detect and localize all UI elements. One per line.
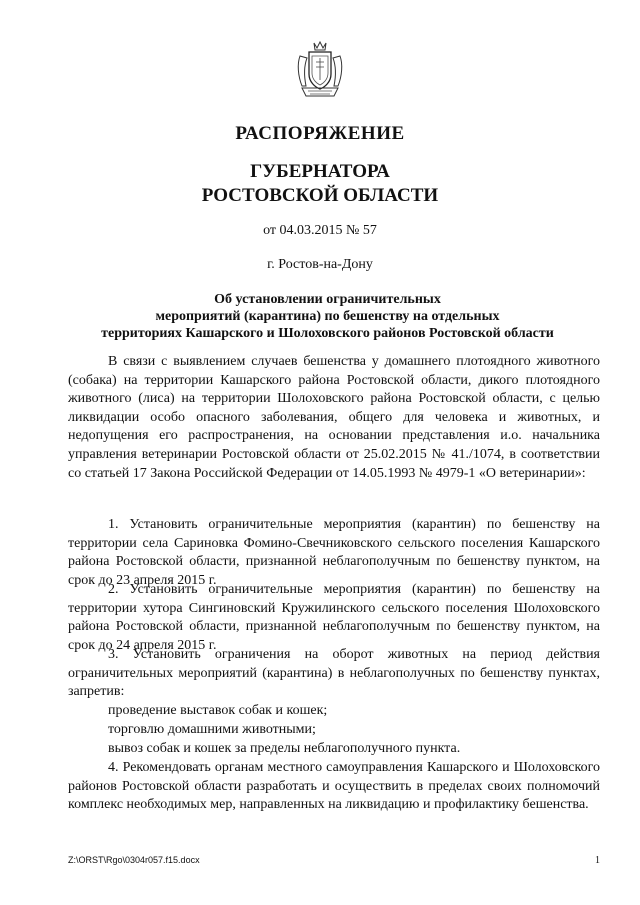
footer-file-path: Z:\ORST\Rgo\0304r057.f15.docx (68, 855, 200, 865)
item-2-paragraph (68, 581, 600, 655)
item-4-text: 4. Рекомендовать органам местного самоуправления Кашарского и Шолоховского районов Ростовской области разработать и осуществить в пределах своих полномочий комплекс необходимых мер, направленных на ликвидацию и профилактику бешенства. (68, 760, 600, 813)
document-date-number: от 04.03.2015 № 57 (263, 223, 377, 238)
issuer-line-2: РОСТОВСКОЙ ОБЛАСТИ (201, 185, 439, 206)
item-3-paragraph (68, 646, 600, 702)
intro-text: В связи с выявлением случаев бешенства у домашнего плотоядного животного (собака) на территории Кашарского района Ростовской области, дикого плотоядного животного (лиса) на территории Шолоховского района Ростовской области, с целью ликвидации особо опасного заболевания, общего для человека и животных, и недопущения его распространения, на основании представления и.о. начальника управления ветеринарии Ростовской области от 25.02.2015 № 41./1074, в соответствии со статьей 17 Закона Российской Федерации от 14.05.1993 № 4979-1 «О ветеринарии»: (68, 354, 600, 481)
item-1-text: 1. Установить ограничительные мероприятия (карантин) по бешенству на территории села Сариновка Фомино-Свечниковского сельского поселения Кашарского района Ростовской области, признанной неблагополучным по бешенству пунктом, на срок до 23 апреля 2015 г. (68, 517, 600, 588)
document-subject (50, 291, 605, 342)
document-city: г. Ростов-на-Дону (267, 257, 373, 272)
subject-line: территориях Кашарского и Шолоховского районов Ростовской области (101, 326, 554, 341)
item-1-paragraph (68, 516, 600, 590)
intro-paragraph (68, 353, 600, 483)
item-3-text: 3. Установить ограничения на оборот животных на период действия ограничительных мероприятий (карантина) в неблагополучных по бешенству пунктах, запретив: (68, 647, 600, 700)
subject-line: мероприятий (карантина) по бешенству на отдельных (155, 309, 500, 324)
item-2-text: 2. Установить ограничительные мероприятия (карантин) по бешенству на территории хутора Сингиновский Кружилинского сельского поселения Шолоховского района Ростовской области, признанной неблагополучным по бешенству пунктом, на срок до 24 апреля 2015 г. (68, 582, 600, 653)
page-number: 1 (595, 855, 600, 866)
prohibition-item: проведение выставок собак и кошек; (108, 703, 328, 718)
coat-of-arms-icon (294, 40, 346, 102)
issuer-line-1: ГУБЕРНАТОРА (250, 161, 390, 182)
item-4-paragraph (68, 759, 600, 815)
prohibition-item: торговлю домашними животными; (108, 722, 316, 737)
document-type-title: РАСПОРЯЖЕНИЕ (235, 123, 405, 144)
subject-line: Об установлении ограничительных (214, 292, 441, 307)
prohibition-item: вывоз собак и кошек за пределы неблагополучного пункта. (108, 741, 461, 756)
